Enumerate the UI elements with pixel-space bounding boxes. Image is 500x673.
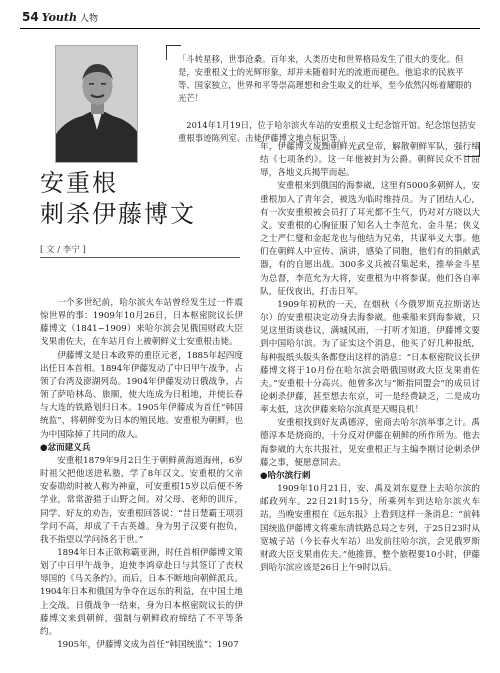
right-paragraph-2: 安重根来到俄国的海参崴，这里有5000多朝鲜人，安重根加入了青年会，被选为临时维持员。为了团结人心，有一次安重根被会员打了耳光都不生气，仍对对方晓以大义。安重根的心胸征服了知名人士李范允、金斗星；侠义之士严仁燮和金起龙也与他结为兄弟，共谋举义大事。他们在朝鲜人中宣传、演讲，感染了同胞，他们有的捐献武器，有的自愿出战。300多义兵被召集起来，推举金斗星为总督，李范允为大将，安重根为中将参谋。他们各自率队，征伐夜出，打击日军。 (260, 181, 480, 297)
header-rule (20, 28, 480, 29)
right-paragraph-1: 年，伊藤博文废黜朝鲜光武皇帝，解散朝鲜军队，强行缔结《七项条约》。这一年他被封为公爵。朝鲜民众不甘屈辱，各地义兵揭竿而起。 (260, 142, 480, 179)
magazine-brand: Youth (41, 11, 78, 24)
page-number: 54 (22, 10, 39, 24)
byline-rule (40, 257, 240, 258)
left-paragraph-1: 一个多世纪前，哈尔滨火车站曾经发生过一件震惊世界的事：1909年10月26日，日本枢密院议长伊藤博文（1841~1909）来哈尔滨会见俄国财政大臣戈果甫佐夫，在车站月台上被朝鲜义士安重根击毙。 (40, 298, 243, 348)
left-paragraph-3: 安重根1879年9月2日生于朝鲜黄海道海州，6岁时祖父把他送进私塾，学了8年汉文。安重根的父亲安泰勋幼时被人称为神童，可安重根15岁以后便不务学业，常常游猎于山野之间。对父母、老师的训斥，同学、好友的劝告，安重根回答说：“昔日楚霸王项羽学问不高，却成了千古英雄。身为男子汉要有抱负，我不指望以学问扬名于世。” (40, 455, 243, 545)
portrait-photo (55, 45, 138, 163)
right-paragraph-5: 1909年10月21日，安、禹及刘东夏登上去哈尔滨的邮政列车。22日21时15分，所乘列车到达哈尔滨火车站，当晚安重根在《远东报》上看到这样一条消息：“前韩国统监伊藤博文将乘东清铁路总局之专列，于25日23时从宽城子站（今长春火车站）出发前往哈尔滨，会见俄罗斯财政大臣戈果甫佐夫。”他推算，整个旅程要10小时，伊藤到哈尔滨应该是26日上午9时以后。 (260, 484, 480, 573)
left-subheading: ●忿而建义兵 (40, 442, 91, 453)
left-column (40, 297, 243, 652)
intro-paragraph-2: 2014年1月19日，位于哈尔滨火车站的安重根义士纪念馆开馆。纪念馆包括安重根事迹陈列室、击毙伊藤博文地点标识等。」 (178, 120, 476, 143)
title-line-2: 刺杀伊藤博文 (40, 200, 196, 228)
left-paragraph-5: 1905年，伊藤博文成为首任“韩国统监”；1907 (57, 640, 239, 651)
right-subheading: ●哈尔滨行刺 (260, 470, 311, 481)
right-paragraph-4: 安重根找到好友禹德淳，密商去哈尔滨举事之计。禹德淳本是烧商的，十分反对伊藤在朝鲜的所作所为。他去海参崴的大东共报社，见安重根正与主编李刚讨论刺杀伊藤之事，便愿意同去。 (260, 418, 480, 468)
title-line-1: 安重根 (40, 169, 118, 197)
section-label: 人物 (80, 14, 99, 24)
intro-paragraph-1: 「斗转星移，世事沧桑。百年来，人类历史和世界格局发生了很大的变化。但是，安重根义士的光辉形象，却并未随着时光的流逝而褪色。他追求的民族平等、国家独立，世界和平等崇高理想和舍生取义的壮举，至今依然闪烁着耀眼的光芒！ (178, 54, 472, 103)
byline (40, 243, 86, 255)
left-paragraph-4: 1894年日本正欲称霸亚洲，时任首相伊藤博文策划了中日甲午战争，迫使李鸿章赴日与其签订了丧权辱国的《马关条约》。而后，日本不断地向朝鲜派兵。1904年日本和俄国为争夺在远东的利益，在中国土地上交战。日俄战争一结束，身为日本枢密院议长的伊藤博文来到朝鲜，强制与朝鲜政府缔结了不平等条约。 (40, 547, 243, 637)
byline-text: [ 文 / 李宁 ] (40, 245, 86, 255)
left-paragraph-2: 伊藤博文是日本政界的重臣元老，1885年起四度出任日本首相。1894年伊藤发动了中日甲午战争，占领了台湾及澎湖列岛。1904年伊藤发动日俄战争，占领了萨哈林岛、旅顺，使大连成为日租地，并使长春与大连的铁路划归日本。1905年伊藤成为首任“韩国统监”，将朝鲜变为日本的殖民地。安重根为朝鲜，也为中国除掉了共同的敌人。 (40, 350, 243, 440)
right-paragraph-3: 1909年初秋的一天，在烟秋（今俄罗斯克拉斯诺达尔）的安重根决定动身去海参崴。他乘船来到海参崴，只见这里街谈巷议，满城风雨，一打听才知道，伊藤博文要到中国哈尔滨。为了证实这个消息，他买了好几种报纸，每种报纸头版头条都登出这样的消息：“日本枢密院议长伊藤博文将于10月份在哈尔滨会晤俄国财政大臣戈果甫佐夫。”安重根十分高兴。他曾多次与“断指同盟会”的成员讨论刺杀伊藤，甚至想去东京，可一是经费缺乏，二是成功率太低，这次伊藤来哈尔滨真是天赐良机！ (260, 299, 480, 416)
page-header (22, 10, 98, 24)
right-column (260, 141, 480, 575)
article-title (40, 168, 240, 230)
